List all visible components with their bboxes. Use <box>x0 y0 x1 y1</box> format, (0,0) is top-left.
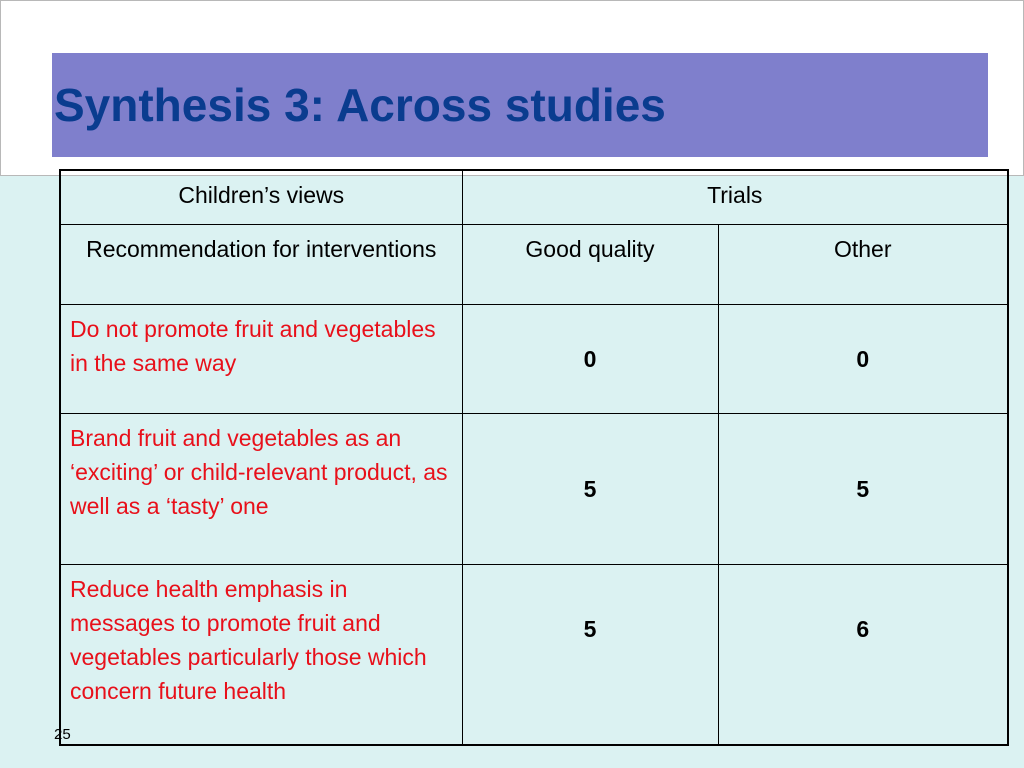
other-count: 0 <box>718 304 1008 413</box>
table-row <box>60 304 1008 413</box>
table-header-row <box>60 170 1008 224</box>
header-trials: Trials <box>462 170 1008 224</box>
recommendation-cell: Reduce health emphasis in messages to promote fruit and vegetables particularly those which concern future health <box>60 564 462 745</box>
good-quality-count: 5 <box>462 413 718 564</box>
synthesis-table <box>59 169 1009 746</box>
good-quality-count: 5 <box>462 564 718 745</box>
table-row <box>60 564 1008 745</box>
header-childrens-views: Children’s views <box>60 170 462 224</box>
slide-title: Synthesis 3: Across studies <box>54 79 666 131</box>
slide-number: 25 <box>54 726 71 743</box>
recommendation-cell: Brand fruit and vegetables as an ‘exciting’ or child-relevant product, as well as a ‘tasty’ one <box>60 413 462 564</box>
subheader-recommendation: Recommendation for interventions <box>60 224 462 304</box>
title-bar <box>52 53 988 157</box>
table-subheader-row <box>60 224 1008 304</box>
other-count: 5 <box>718 413 1008 564</box>
other-count: 6 <box>718 564 1008 745</box>
table-row <box>60 413 1008 564</box>
subheader-good-quality: Good quality <box>462 224 718 304</box>
good-quality-count: 0 <box>462 304 718 413</box>
subheader-other: Other <box>718 224 1008 304</box>
recommendation-cell: Do not promote fruit and vegetables in the same way <box>60 304 462 413</box>
